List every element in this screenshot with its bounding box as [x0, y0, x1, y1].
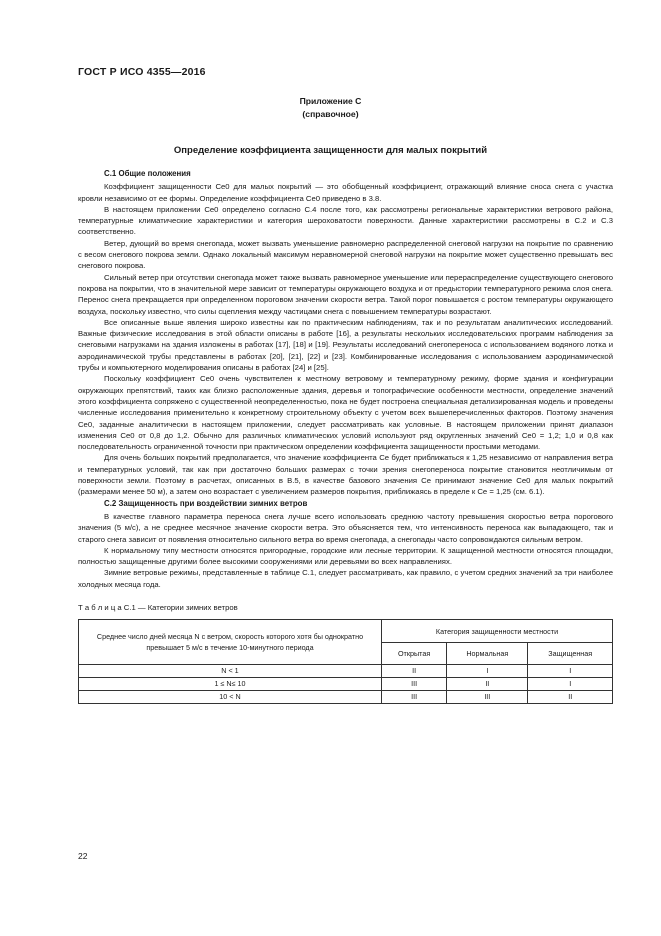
table-row — [79, 665, 613, 678]
document-body — [78, 168, 613, 704]
table-group-header: Категория защищенности местности — [382, 620, 613, 643]
row-condition: 1 ≤ N≤ 10 — [79, 678, 382, 691]
paragraph: Зимние ветровые режимы, представленные в таблице С.1, следует рассматривать, как правило, с учетом средних значений за три наиболее холодных месяца года. — [78, 568, 613, 589]
paragraph: Для очень больших покрытий предполагается, что значение коэффициента Ce будет приближаться к 1,25 независимо от направления ветра и температурных условий, так как при достаточно больших размерах с точки зрения снегопереноса покрытие становится неотличимым от поверхности земли. Поэтому в расчетах, описанных в В.5, в качестве базового значения Ce принимают значение Ce0 для малых покрытий (размерами менее 50 м), а затем оно возрастает с увеличением размеров покрытия, приближаясь в пределе к Ce = 1,25 (см. 6.1). — [78, 453, 613, 497]
table-cell: II — [447, 678, 528, 691]
column-header-normal: Нормальная — [447, 643, 528, 665]
document-title: Определение коэффициента защищенности для малых покрытий — [173, 145, 488, 156]
paragraph: В качестве главного параметра переноса снега лучше всего использовать среднюю частоту превышения скоростью ветра порогового значения (5 м/с), а не среднее месячное значение скорости ветра. Это объясняется тем, что интенсивность переноса как выпадающего, так и старого снега зависит от появления относительно сильного ветра во время снегопада, а снегопады часто сопровождаются сильным ветром. — [78, 511, 613, 544]
table-caption: Т а б л и ц а С.1 — Категории зимних ветров — [78, 602, 238, 612]
table-cell: III — [382, 678, 447, 691]
section-heading-c1: С.1 Общие положения — [104, 169, 191, 178]
table-row — [79, 678, 613, 691]
table-cell: III — [447, 691, 528, 704]
page-number: 22 — [78, 851, 88, 861]
table-cell: II — [382, 665, 447, 678]
table-cell: I — [447, 665, 528, 678]
section-heading-c2: С.2 Защищенность при воздействии зимних ветров — [104, 498, 308, 508]
table-row — [79, 691, 613, 704]
table-cell: I — [528, 665, 613, 678]
table-left-header: Среднее число дней месяца N с ветром, скорость которого хотя бы однократно превышает 5 м/с в течение 10-минутного периода — [79, 620, 382, 665]
paragraph: Коэффициент защищенности Ce0 для малых покрытий — это обобщенный коэффициент, отражающий влияние сноса снега с участка кровли независимо от ее формы. Определение коэффициента Ce0 приведено в 3.8. — [78, 182, 613, 203]
table-cell: II — [528, 691, 613, 704]
paragraph: Сильный ветер при отсутствии снегопада может также вызвать равномерное уменьшение или перераспределение существующего снегового покрова на покрытии, что в значительной мере зависит от температуры окружающего воздуха и от предыстории температурного режима слоя снега. Перенос снега прекращается при определенном пороговом значении скорости ветра. Такой порог повышается с ростом температуры окружающего воздуха, поскольку известно, что силы сцепления между частицами снега с повышением температуры возрастают. — [78, 272, 613, 316]
row-condition: 10 < N — [79, 691, 382, 704]
paragraph: Все описанные выше явления широко известны как по практическим наблюдениям, так и по результатам аналитических исследований. Важные физические исследования в этой области описаны в работе [16], а результаты нескольких исследовательских программ наблюдения за снеговыми нагрузками на здания изложены в работах [17], [18] и [19]. Результаты исследований снегопереноса с использованием водяного лотка и аэродинамической трубы представлены в работах [20], [21], [22] и [23]. Комбинированные исследования с использованием аэродинамической трубы и компьютерного моделирования описаны в работах [24] и [25]. — [78, 317, 613, 373]
paragraph: К нормальному типу местности относятся пригородные, городские или лесные территории. К защищенной местности относятся площадки, полностью защищенные другими более высокими сооружениями или деревьями во всех направлениях. — [78, 545, 613, 567]
table-cell: III — [382, 691, 447, 704]
table-cell: I — [528, 678, 613, 691]
column-header-protected: Защищенная — [528, 643, 613, 665]
column-header-open: Открытая — [382, 643, 447, 665]
paragraph: Поскольку коэффициент Ce0 очень чувствителен к местному ветровому и температурному режиму, форме здания и конфигурации окружающих препятствий, таких как близко расположенные здания, деревья и топографические особенности местности, определение значений этого коэффициента сопряжено с существенной неопределенностью, пока не будет построена специальная детализированная модель и проведены численные исследования применительно к конкретному строительному объекту с учетом всех вышеперечисленных факторов. Поэтому значения Ce0, заданные аналитически в настоящем приложении, следует рассматривать как условные. В настоящем приложении принят диапазон изменения Ce0 от 0,8 до 1,2. Обычно для различных климатических условий используют ряд округленных значений Ce0 = 1,2; 1,0 и 0,8 как последовательность ограниченной точности при практическом определении коэффициента защищенности простыми методами. — [78, 374, 613, 452]
standard-header: ГОСТ Р ИСО 4355—2016 — [78, 66, 206, 78]
annex-title: Приложение С — [299, 96, 362, 106]
row-condition: N < 1 — [79, 665, 382, 678]
paragraph: Ветер, дующий во время снегопада, может вызвать уменьшение равномерно распределенной снеговой нагрузки на покрытие по сравнению с весом снегового покрова земли. Однако локальный максимум неравномерной снеговой нагрузки на покрытие может существенно превышать вес снегового покрова. — [78, 238, 613, 271]
annex-subtitle: (справочное) — [302, 109, 359, 119]
paragraph: В настоящем приложении Ce0 определено согласно С.4 после того, как рассмотрены региональные характеристики ветрового района, температурные климатические характеристики и категория шероховатости поверхности. Данные характеристики рассмотрены в С.2 и С.3 соответственно. — [78, 204, 613, 237]
wind-category-table — [78, 619, 613, 704]
